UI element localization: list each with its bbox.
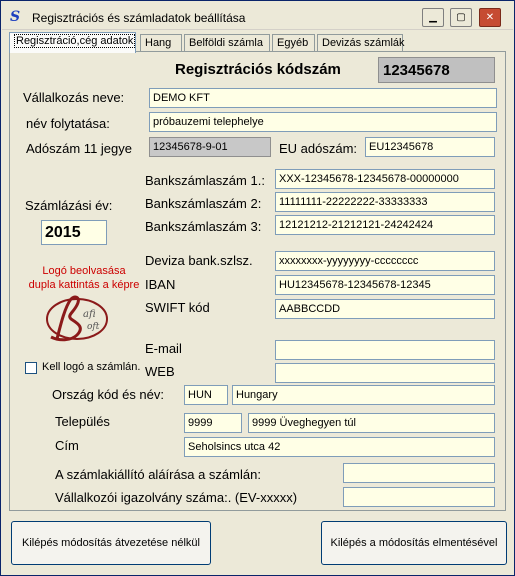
company-name-field[interactable]: DEMO KFT [149, 88, 497, 108]
fx-bank-account-label: Deviza bank.szlsz. [145, 253, 253, 268]
bank-account-2-field[interactable]: 11111111-22222222-33333333 [275, 192, 495, 212]
exit-without-save-button[interactable]: Kilépés módosítás átvezetése nélkül [11, 521, 211, 565]
email-label: E-mail [145, 341, 182, 356]
logo-graphic [37, 293, 123, 345]
window-title: Regisztrációs és számladatok beállítása [32, 11, 246, 25]
tab-foreign-currency-invoices[interactable]: Devizás számlák [317, 34, 403, 52]
app-icon: S [10, 9, 21, 25]
address-field[interactable]: Seholsincs utca 42 [184, 437, 495, 457]
tab-sound[interactable]: Hang [140, 34, 182, 52]
bank-account-3-label: Bankszámlaszám 3: [145, 219, 262, 234]
bank-account-1-field[interactable]: XXX-12345678-12345678-00000000 [275, 169, 495, 189]
zip-field[interactable]: 9999 [184, 413, 242, 433]
close-icon: ✕ [485, 12, 495, 23]
swift-field[interactable]: AABBCCDD [275, 299, 495, 319]
invoice-year-field[interactable]: 2015 [41, 220, 107, 245]
close-button[interactable] [479, 8, 501, 27]
tab-strip [9, 32, 509, 52]
country-name-field[interactable]: Hungary [232, 385, 495, 405]
tab-other[interactable]: Egyéb [272, 34, 315, 52]
iban-label: IBAN [145, 277, 176, 292]
svg-text:oft: oft [87, 322, 100, 332]
iban-field[interactable]: HU12345678-12345678-12345 [275, 275, 495, 295]
title-bar[interactable] [2, 2, 513, 30]
maximize-button[interactable] [450, 8, 472, 27]
logo-hint-text: Logó beolvasása dupla kattintás a képre [28, 265, 140, 291]
registration-code-field: 12345678 [378, 57, 495, 83]
company-name-continuation-field[interactable]: próbauzemi telephelye [149, 112, 497, 132]
web-label: WEB [145, 364, 175, 379]
email-field[interactable] [275, 340, 495, 360]
maximize-icon: ▢ [456, 12, 466, 23]
web-field[interactable] [275, 363, 495, 383]
tab-registration[interactable]: Regisztráció,cég adatok [9, 32, 136, 53]
company-name-label: Vállalkozás neve: [23, 90, 125, 105]
city-label: Település [55, 414, 110, 429]
logo-checkbox-label: Kell logó a számlán. [42, 361, 141, 373]
eu-tax-field[interactable]: EU12345678 [365, 137, 495, 157]
logo-on-invoice-checkbox[interactable] [25, 362, 37, 374]
swift-label: SWIFT kód [145, 300, 210, 315]
exit-with-save-button[interactable]: Kilépés a módosítás elmentésével [321, 521, 507, 565]
country-code-field[interactable]: HUN [184, 385, 228, 405]
ev-number-field[interactable] [343, 487, 495, 507]
eu-tax-label: EU adószám: [279, 141, 358, 156]
logo-image[interactable] [37, 293, 123, 345]
country-label: Ország kód és név: [52, 387, 164, 402]
tax-number-field: 12345678-9-01 [149, 137, 271, 157]
minimize-button[interactable] [422, 8, 444, 27]
ev-number-label: Vállalkozói igazolvány száma:. (EV-xxxxx) [55, 490, 298, 505]
tax-number-label: Adószám 11 jegye [26, 141, 132, 156]
bank-account-1-label: Bankszámlaszám 1.: [145, 173, 265, 188]
svg-text:afi: afi [83, 309, 96, 320]
registration-title: Regisztrációs kódszám [175, 61, 341, 78]
company-name-continuation-label: név folytatása: [26, 116, 110, 131]
issuer-signature-label: A számlakiállító aláírása a számlán: [55, 467, 261, 482]
minimize-icon: ▁ [429, 12, 437, 23]
address-label: Cím [55, 438, 79, 453]
bank-account-2-label: Bankszámlaszám 2: [145, 196, 262, 211]
fx-bank-account-field[interactable]: xxxxxxxx-yyyyyyyy-cccccccc [275, 251, 495, 271]
issuer-signature-field[interactable] [343, 463, 495, 483]
tab-domestic-invoice[interactable]: Belföldi számla [184, 34, 270, 52]
invoice-year-label: Számlázási év: [25, 198, 113, 213]
city-field[interactable]: 9999 Üveghegyen túl [248, 413, 495, 433]
bank-account-3-field[interactable]: 12121212-21212121-24242424 [275, 215, 495, 235]
